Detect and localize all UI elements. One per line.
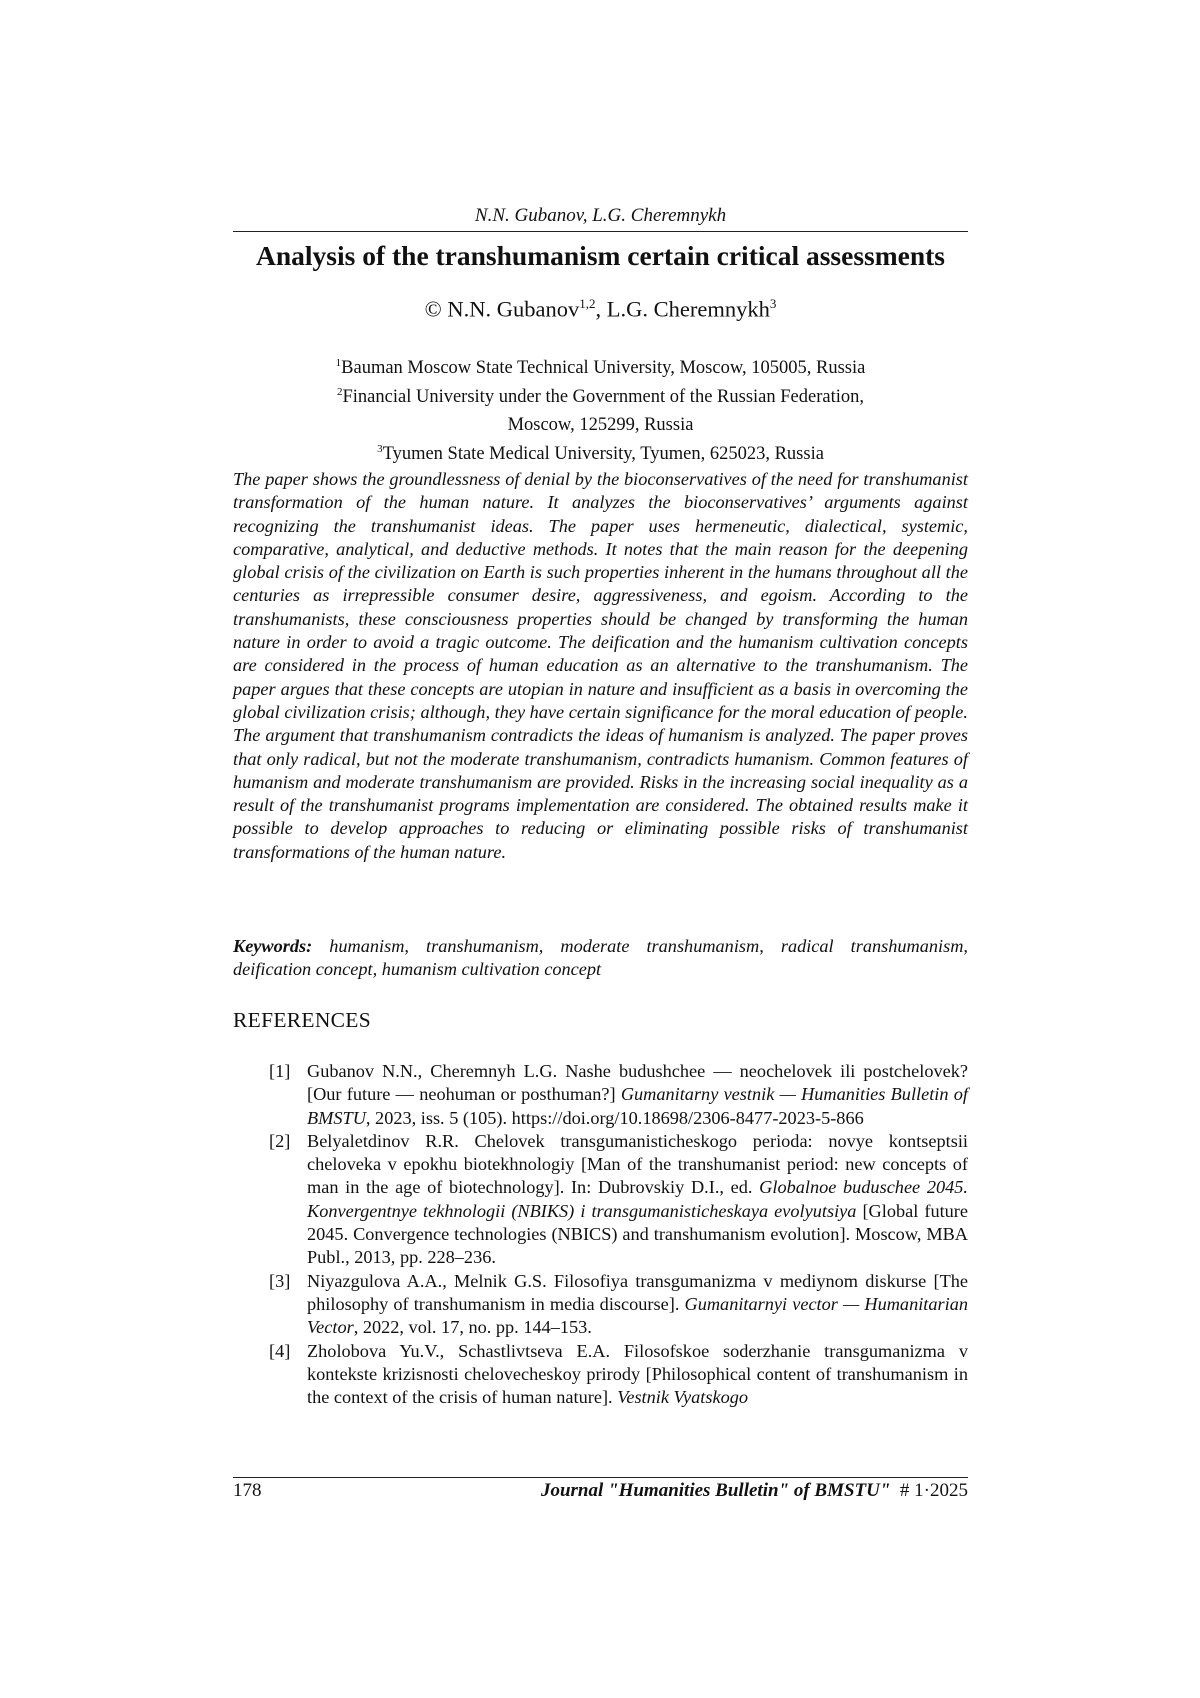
reference-text: Zholobova Yu.V., Schastlivtseva E.A. Filosofskoe soderzhanie transgumanizma v kontekste krizisnosti chelovecheskoy prirody [Philosophical content of transhumanism in the context of the crisis of human nature]. Vestnik Vyatskogo xyxy=(307,1340,968,1408)
reference-item xyxy=(269,1060,968,1130)
reference-text: Niyazgulova A.A., Melnik G.S. Filosofiya transgumanizma v mediynom diskurse [The philosophy of transhumanism in media discourse]. Gumanitarnyi vector — Humanitarian Vector, 2022, vol. 17, no. pp. 144–153. xyxy=(307,1270,968,1338)
paper-title: Analysis of the transhumanism certain critical assessments xyxy=(256,240,945,271)
reference-item xyxy=(269,1340,968,1410)
journal-footer xyxy=(541,1480,968,1502)
reference-number: [1] xyxy=(269,1061,291,1081)
affiliations xyxy=(233,352,968,467)
running-head: N.N. Gubanov, L.G. Cheremnykh xyxy=(474,205,727,226)
header-rule xyxy=(233,231,968,232)
authors-line xyxy=(233,296,968,323)
journal-name: Journal "Humanities Bulletin" of BMSTU" xyxy=(540,1480,891,1501)
author-1-affil: 1,2 xyxy=(579,296,596,311)
keywords-label: Keywords: xyxy=(233,936,313,956)
reference-number: [2] xyxy=(269,1130,291,1151)
references-heading: REFERENCES xyxy=(233,1008,371,1032)
author-2-affil: 3 xyxy=(769,296,777,311)
author-2: , L.G. Cheremnykh xyxy=(595,296,770,322)
keywords-text: humanism, transhumanism, moderate transhumanism, radical transhumanism, deification concept, humanism cultivation concept xyxy=(233,936,968,980)
affiliation-line: $^3$Tyumen State Medical University, Tyumen, 625023, Russia xyxy=(377,442,824,465)
keywords xyxy=(233,935,968,982)
reference-item xyxy=(269,1130,968,1270)
author-1: © N.N. Gubanov xyxy=(424,296,580,322)
affiliation-line: $^1$Bauman Moscow State Technical University, Moscow, 105005, Russia xyxy=(335,357,866,379)
reference-item xyxy=(269,1270,968,1340)
affiliation-line: Moscow, 125299, Russia xyxy=(507,415,694,436)
abstract: The paper shows the groundlessness of denial by the bioconservatives of the need for transhumanist transformation of the human nature. It analyzes the bioconservatives’ arguments against recognizing the transhumanist ideas. The paper uses hermeneutic, dialectical, systemic, comparative, analytical, and deductive methods. It notes that the main reason for the deepening global crisis of the civilization on Earth is such properties inherent in the humans throughout all the centuries as irrepressible consumer desire, aggressiveness, and egoism. According to the transhumanists, these consciousness properties should be changed by transforming the human nature in order to avoid a tragic outcome. The deification and the humanism cultivation concepts are considered in the process of human education as an alternative to the transhumanism. The paper argues that these concepts are utopian in nature and insufficient as a basis in overcoming the global civilization crisis; although, they have certain significance for the moral education of people. The argument that transhumanism contradicts the ideas of humanism is analyzed. The paper proves that only radical, but not the moderate transhumanism, contradicts humanism. Common features of humanism and moderate transhumanism are provided. Risks in the increasing social inequality as a result of the transhumanist programs implementation are considered. The obtained results make it possible to develop approaches to reducing or eliminating possible risks of transhumanist transformations of the human nature. xyxy=(233,469,968,862)
reference-number: [4] xyxy=(269,1340,291,1361)
affiliation-line: $^2$Financial University under the Government of the Russian Federation, xyxy=(337,385,864,407)
references-list xyxy=(269,1060,968,1409)
reference-text: Belyaletdinov R.R. Chelovek transgumanisticheskogo perioda: novye kontseptsii cheloveka v epokhu biotekhnologiy [Man of the transhumanist period: new concepts of man in the age of biotechnology]. In: Dubrovskiy D.I., ed. Globalnoe buduschee 2045. Konvergentnye tekhnologii (NBIKS) i transgumanisticheskaya evolyutsiya [Global future 2045. Convergence technologies (NBICS) and transhumanism evolution]. Moscow, MBA Publ., 2013, pp. 228–236. xyxy=(307,1130,969,1268)
page-number: 178 xyxy=(233,1480,262,1501)
footer-rule xyxy=(233,1477,968,1478)
reference-number: [3] xyxy=(269,1270,291,1291)
reference-text: Gubanov N.N., Cheremnyh L.G. Nashe budushchee — neochelovek ili postchelovek? [Our future — neohuman or posthuman?] Gumanitarny vestnik — Humanities Bulletin of BMSTU, 2023, iss. 5 (105). https://doi.org/10.18698/2306-8477-2023-5-866 xyxy=(307,1061,968,1128)
issue-number: # 1·2025 xyxy=(899,1480,968,1501)
